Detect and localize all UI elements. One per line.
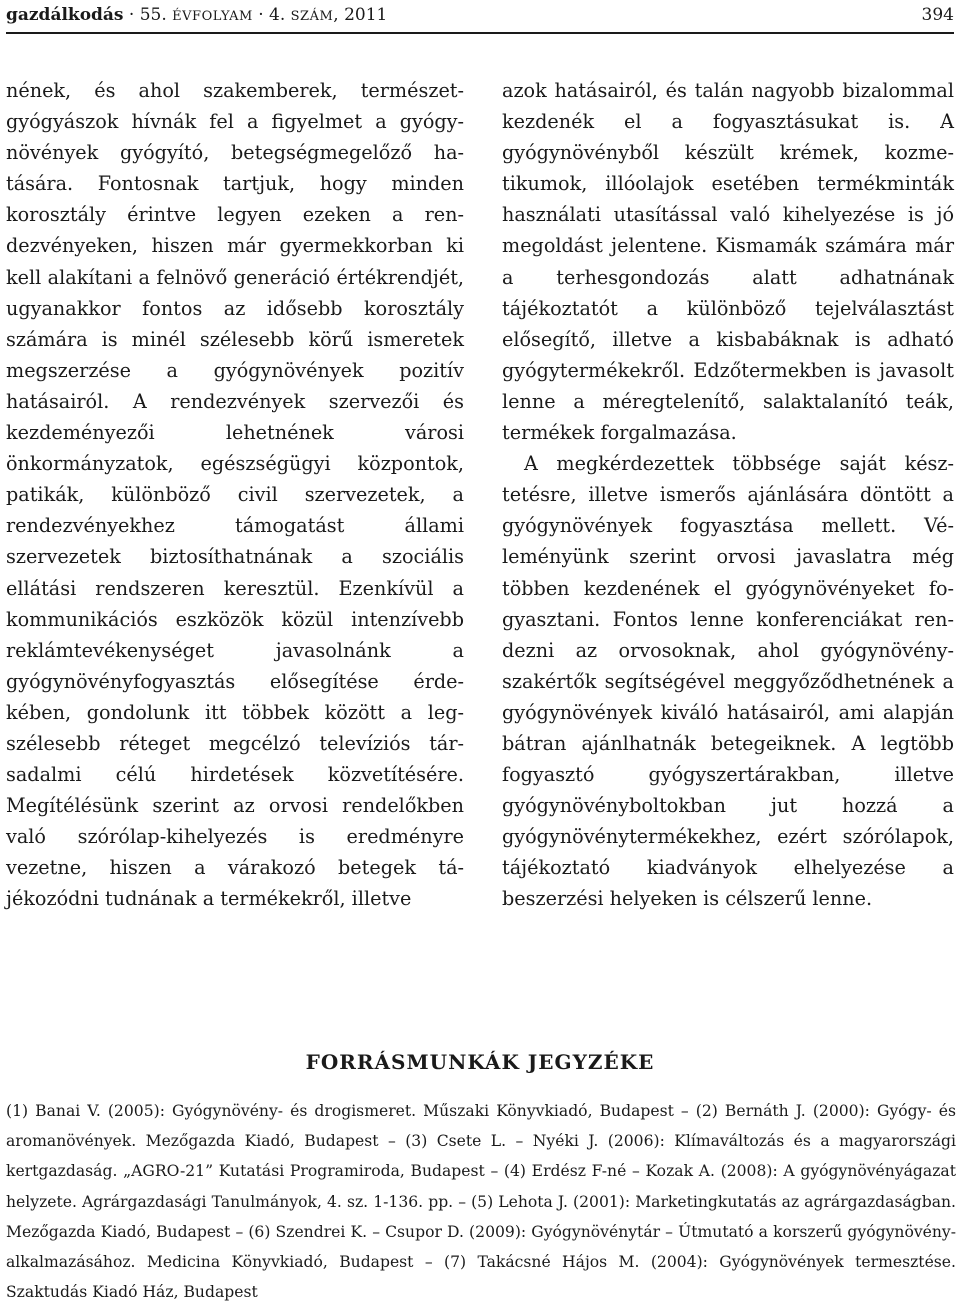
number-word: SZÁM [290, 9, 334, 24]
right-paragraph-1: azok hatásairól, és talán nagyobb bizalommal kezdenék el a fogyasztásukat is. A gyógynövényből készült krémek, kozmetikumok, illóolajok esetében termékminták használati utasítással való kihelyezése is jó megoldást jelentene. Kismamák számára már a terhesgondozás alatt adhatnának tájékoztatót a különböző tejelválasztást elősegítő, illetve a kisbabáknak is adható gyógytermékekről. Edzőtermekben is javasolt lenne a méregtelenítő, salaktalanító teák, termékek forgalmazása. [502, 79, 954, 445]
issue-separator-2: · 4. [252, 5, 291, 25]
references-title: FORRÁSMUNKÁK JEGYZÉKE [305, 1050, 655, 1074]
right-column [502, 75, 954, 915]
issue-separator-1: · 55. [123, 5, 173, 25]
left-paragraph-1: nének, és ahol szakemberek, természetgyógyászok hívnák fel a figyelmet a gyógynövények gyógyító, betegségmegelőző hatására. Fontosnak tartjuk, hogy minden korosztály érintve legyen ezeken a rendezvényeken, hiszen már gyermekkorban ki kell alakítani a felnövő generáció értékrendjét, ugyanakkor fontos az idősebb korosztály számára is minél szélesebb körű ismeretek megszerzése a gyógynövények pozitív hatásairól. A rendezvények szervezői és kezdeményezői lehetnének városi önkormányzatok, egészségügyi központok, patikák, különböző civil szervezetek, a rendezvényekhez támogatást állami szervezetek biztosíthatnának a szociális ellátási rendszeren keresztül. Ezenkívül a kommunikációs eszközök közül intenzívebb reklámtevékenységet javasolnánk a gyógynövényfogyasztás elősegítése érdekében, gondolunk itt többek között a legszélesebb réteget megcélzó televíziós társadalmi célú hirdetések közvetítésére. Megítélésünk szerint az orvosi rendelőkben való szórólap-kihelyezés is eredményre vezetne, hiszen a várakozó betegek tájékozódni tudnának a termékekről, illetve [6, 79, 464, 911]
journal-info [6, 5, 387, 25]
page-number: 394 [921, 5, 954, 25]
running-header [6, 2, 954, 34]
issue-year: , 2011 [333, 5, 388, 25]
volume-word: ÉVFOLYAM [172, 9, 253, 24]
right-paragraph-2: A megkérdezettek többsége saját késztetésre, illetve ismerős ajánlására döntött a gyógynövények fogyasztása mellett. Véleményünk szerint orvosi javaslatra még többen kezdenének el gyógynövényeket fogyasztani. Fontos lenne konferenciákat rendezni az orvosoknak, ahol gyógynövényszakértők segítségével meggyőződhetnének a gyógynövények kiváló hatásairól, ami alapján bátran ajánlhatnák betegeiknek. A legtöbb fogyasztó gyógyszertárakban, illetve gyógynövényboltokban jut hozzá a gyógynövénytermékekhez, ezért szórólapok, tájékoztató kiadványok elhelyezése a beszerzési helyeken is célszerű lenne. [502, 452, 954, 911]
references-list: (1) Banai V. (2005): Gyógynövény- és drogismeret. Műszaki Könyvkiadó, Budapest – (2) Bernáth J. (2000): Gyógy- és aromanövények. Mezőgazda Kiadó, Budapest – (3) Csete L. – Nyéki J. (2006): Klímaváltozás és a magyarországi kertgazdaság. „AGRO-21” Kutatási Programiroda, Budapest – (4) Erdész F-né – Kozak A. (2008): A gyógynövényágazat helyzete. Agrárgazdasági Tanulmányok, 4. sz. 1-136. pp. – (5) Lehota J. (2001): Marketingkutatás az agrárgazdaságban. Mezőgazda Kiadó, Budapest – (6) Szendrei K. – Csupor D. (2009): Gyógynövénytár – Útmutató a korszerű gyógynövény-alkalmazásához. Medicina Könyvkiadó, Budapest – (7) Takácsné Hájos M. (2004): Gyógynövények termesztése. Szaktudás Kiadó Ház, Budapest [6, 1102, 956, 1302]
journal-name: gazdálkodás [6, 5, 124, 25]
left-column [6, 75, 464, 915]
